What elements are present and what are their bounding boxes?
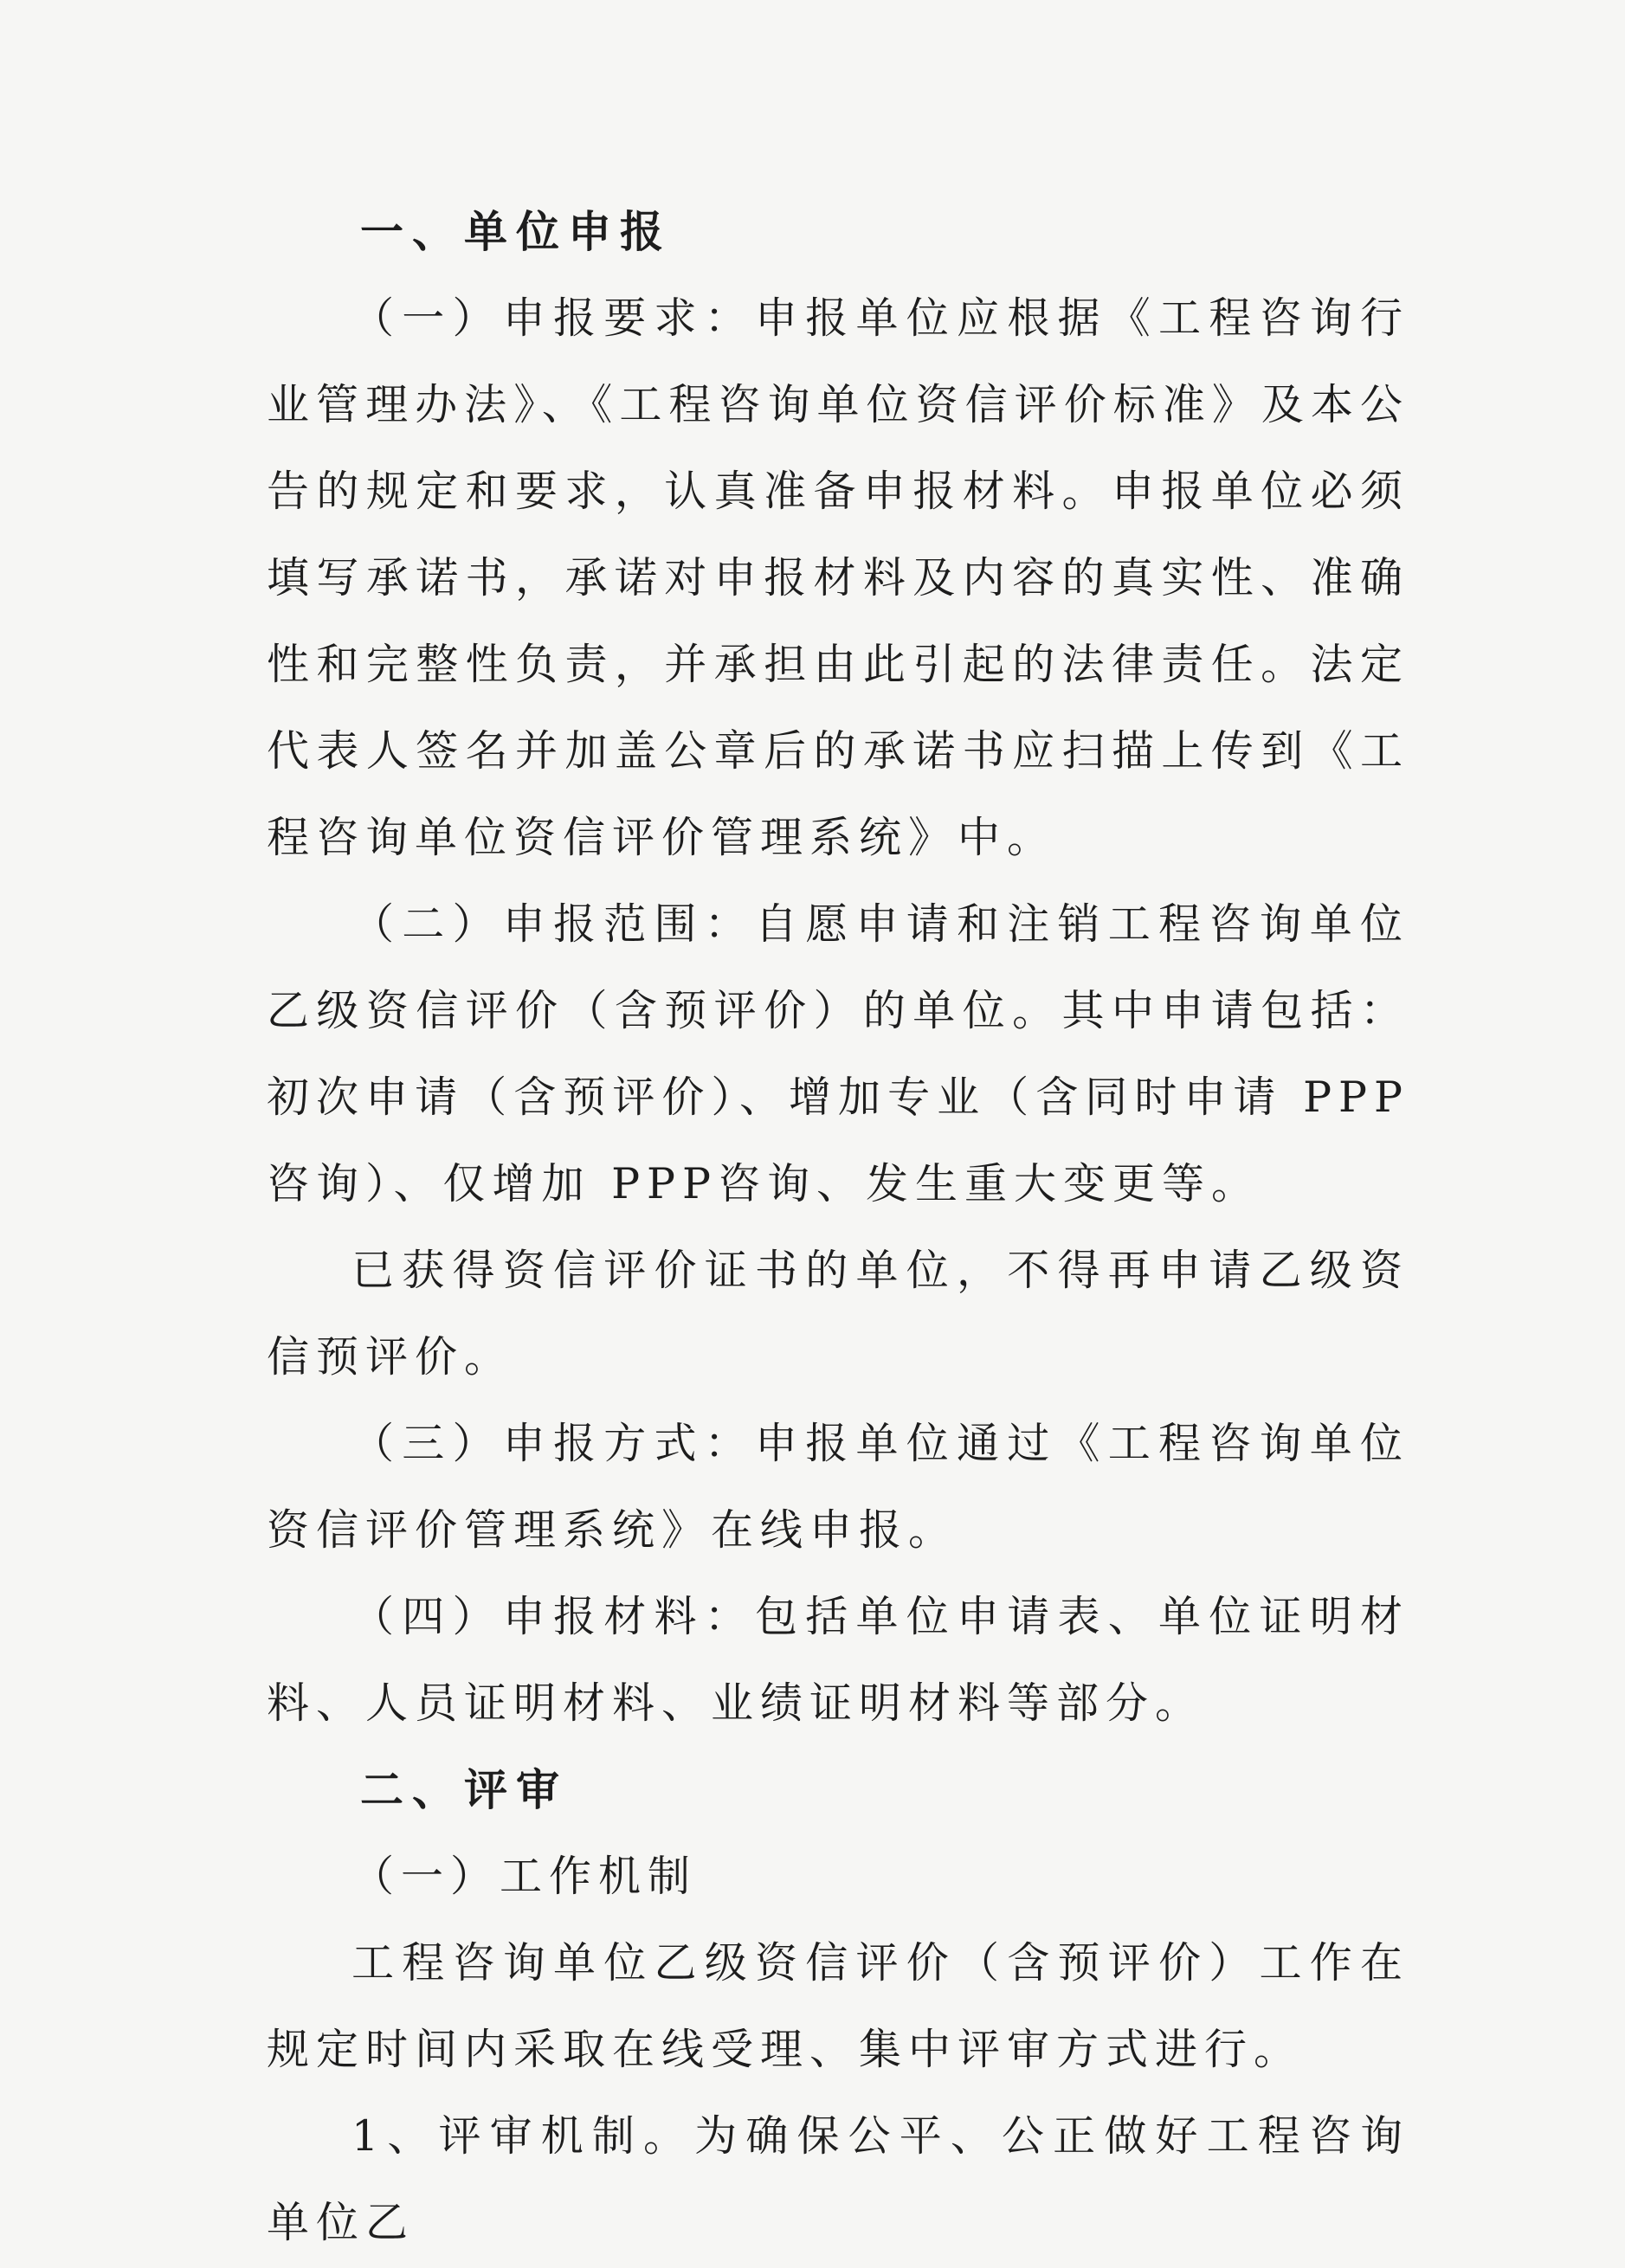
paragraph-application-scope: （二）申报范围：自愿申请和注销工程咨询单位乙级资信评价（含预评价）的单位。其中申请包括：初次申请（含预评价）、增加专业（含同时申请 PPP 咨询）、仅增加 PPP咨询、发生重大变更等。 <box>267 899 1409 1208</box>
paragraph-review-mechanism: 1、评审机制。为确保公平、公正做好工程咨询单位乙 <box>267 2111 1409 2247</box>
paragraph-review-process: 工程咨询单位乙级资信评价（含预评价）工作在规定时间内采取在线受理、集中评审方式进行。 <box>267 1938 1409 2074</box>
paragraph-certified-units: 已获得资信评价证书的单位，不得再申请乙级资信预评价。 <box>267 1246 1409 1382</box>
sub-heading-work-mechanism: （一）工作机制 <box>351 1852 698 1901</box>
paragraph-application-method: （三）申报方式：申报单位通过《工程咨询单位资信评价管理系统》在线申报。 <box>267 1419 1409 1555</box>
document-body <box>267 189 1409 2266</box>
paragraph-application-requirements: （一）申报要求：申报单位应根据《工程咨询行业管理办法》、《工程咨询单位资信评价标准》及本公告的规定和要求，认真准备申报材料。申报单位必须填写承诺书，承诺对申报材料及内容的真实性、准确性和完整性负责，并承担由此引起的法律责任。法定代表人签名并加盖公章后的承诺书应扫描上传到《工程咨询单位资信评价管理系统》中。 <box>267 293 1409 862</box>
section-heading-2: 二、评审 <box>360 1765 568 1815</box>
section-heading-1: 一、单位申报 <box>360 207 672 257</box>
paragraph-application-materials: （四）申报材料：包括单位申请表、单位证明材料、人员证明材料、业绩证明材料等部分。 <box>267 1592 1409 1728</box>
